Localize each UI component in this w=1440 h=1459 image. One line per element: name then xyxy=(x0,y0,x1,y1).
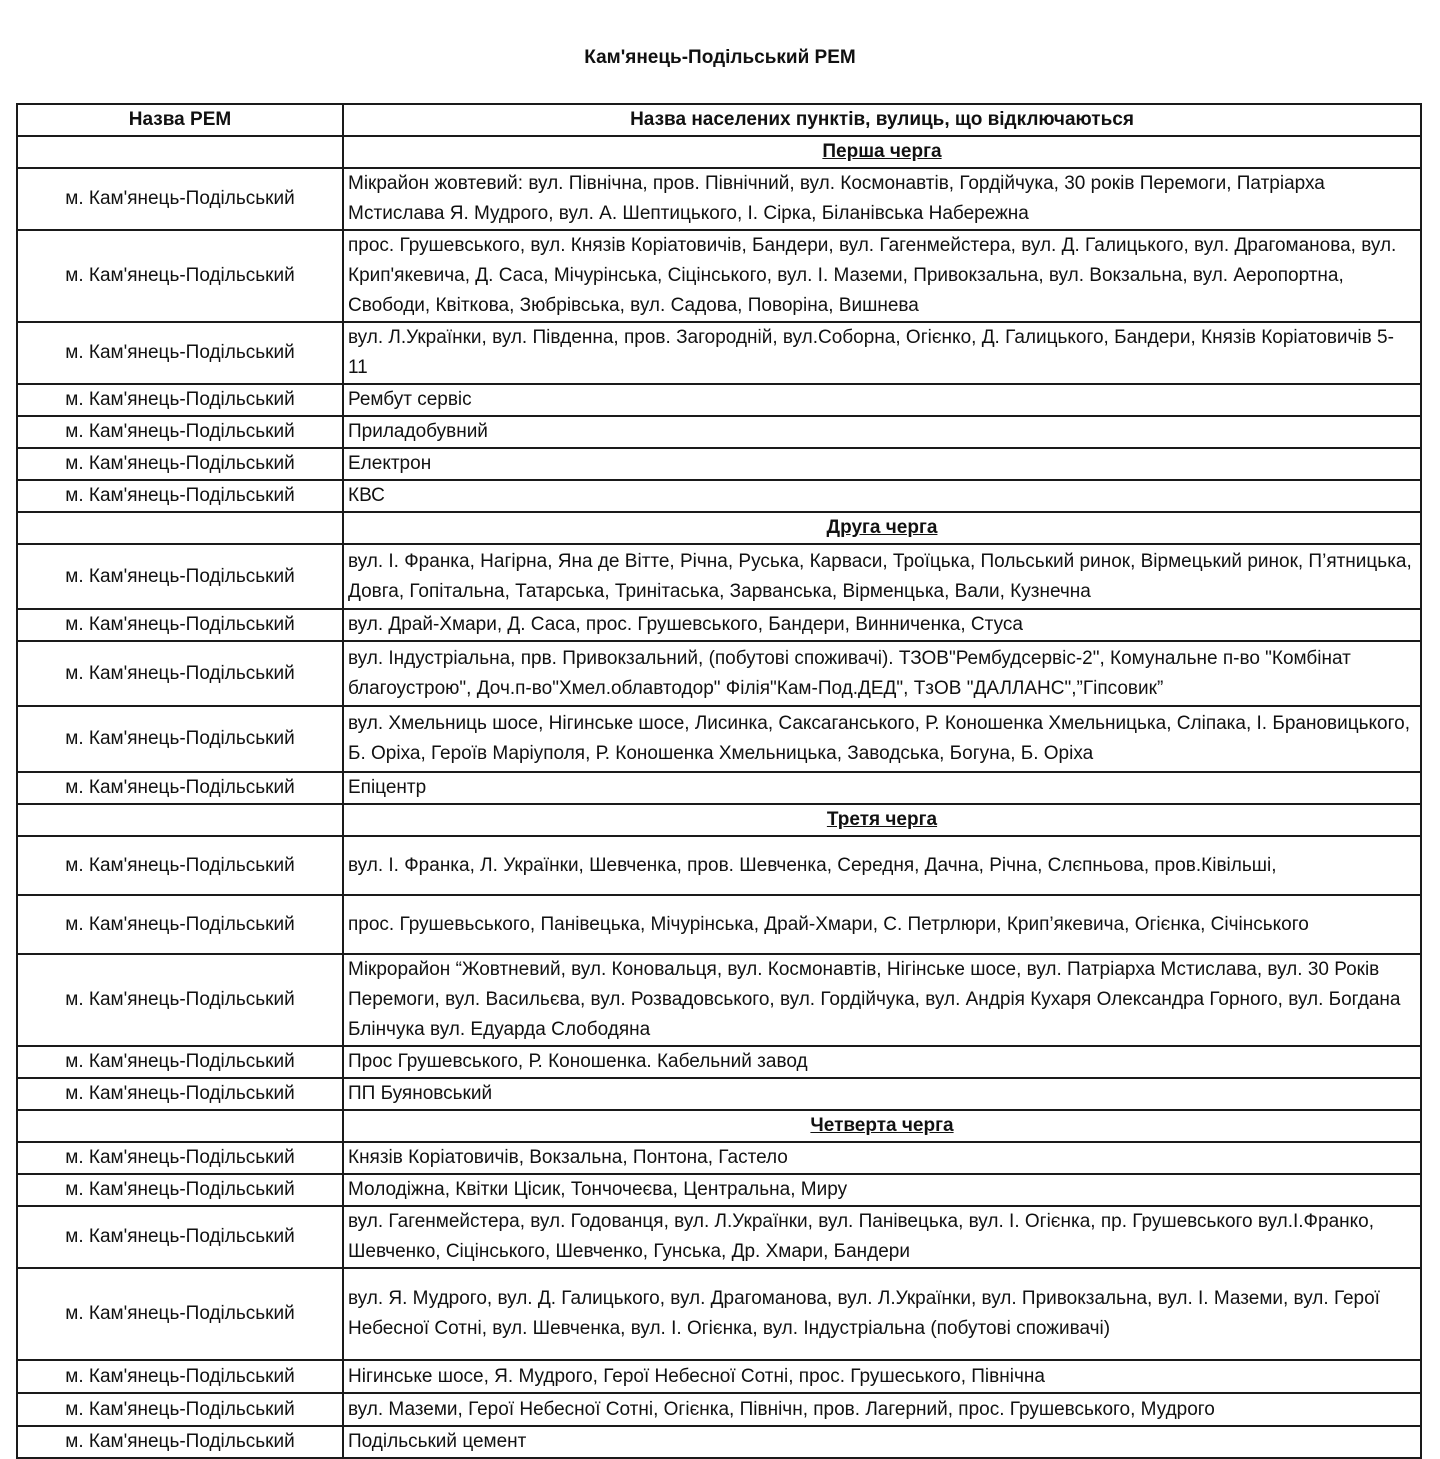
rem-name: м. Кам'янець-Подільський xyxy=(17,1046,343,1078)
streets-list: КВС xyxy=(343,480,1421,512)
table-row xyxy=(17,954,1421,1046)
streets-list: вул. Л.Українки, вул. Південна, пров. Загородній, вул.Соборна, Огієнко, Д. Галицького, Бандери, Князів Коріатовичів 5- 11 xyxy=(343,322,1421,384)
queue-label: Четверта черга xyxy=(343,1110,1421,1142)
streets-list: вул. Я. Мудрого, вул. Д. Галицького, вул. Драгоманова, вул. Л.Українки, вул. Привокзальна, вул. І. Маземи, вул. Герої Небесної Сотні, вул. Шевченка, вул. І. Огієнка, вул. Індустріальна (побутові споживачі) xyxy=(343,1268,1421,1360)
rem-name: м. Кам'янець-Подільський xyxy=(17,1078,343,1110)
streets-list: ПП Буяновський xyxy=(343,1078,1421,1110)
rem-name: м. Кам'янець-Подільський xyxy=(17,384,343,416)
rem-name: м. Кам'янець-Подільський xyxy=(17,1142,343,1174)
rem-name: м. Кам'янець-Подільський xyxy=(17,1268,343,1360)
queue-row xyxy=(17,1110,1421,1142)
rem-name: м. Кам'янець-Подільський xyxy=(17,954,343,1046)
table-row xyxy=(17,1268,1421,1360)
table-row xyxy=(17,1393,1421,1426)
streets-list: прос. Грушевського, вул. Князів Коріатовичів, Бандери, вул. Гагенмейстера, вул. Д. Галицького, вул. Драгоманова, вул. Крип'якевича, Д. Саса, Мічурінська, Сіцінського, вул. І. Маземи, Привокзальна, вул. Вокзальна, вул. Аеропортна, Свободи, Квіткова, Зюбрівська, вул. Садова, Поворіна, Вишнева xyxy=(343,230,1421,322)
rem-name: м. Кам'янець-Подільський xyxy=(17,448,343,480)
queue-row xyxy=(17,804,1421,836)
table-row xyxy=(17,168,1421,230)
rem-name: м. Кам'янець-Подільський xyxy=(17,706,343,772)
page-title: Кам'янець-Подільський РЕМ xyxy=(584,47,856,68)
streets-list: вул. І. Франка, Л. Українки, Шевченка, пров. Шевченка, Середня, Дачна, Річна, Слєпньова, пров.Ківільші, xyxy=(343,836,1421,895)
rem-name: м. Кам'янець-Подільський xyxy=(17,544,343,609)
rem-name: м. Кам'янець-Подільський xyxy=(17,1360,343,1393)
streets-list: Рембут сервіс xyxy=(343,384,1421,416)
streets-list: вул. Маземи, Герої Небесної Сотні, Огієнка, Північн, пров. Лагерний, прос. Грушевського, Мудрого xyxy=(343,1393,1421,1426)
table-row xyxy=(17,609,1421,641)
table-row xyxy=(17,322,1421,384)
table-row xyxy=(17,1078,1421,1110)
rem-name: м. Кам'янець-Подільський xyxy=(17,1174,343,1206)
rem-name: м. Кам'янець-Подільський xyxy=(17,416,343,448)
table-row xyxy=(17,384,1421,416)
streets-list: Електрон xyxy=(343,448,1421,480)
table-row xyxy=(17,1360,1421,1393)
rem-name: м. Кам'янець-Подільський xyxy=(17,1206,343,1268)
queue-label: Третя черга xyxy=(343,804,1421,836)
empty-cell xyxy=(17,1110,343,1142)
streets-list: Епіцентр xyxy=(343,772,1421,804)
rem-name: м. Кам'янець-Подільський xyxy=(17,480,343,512)
header-settlements: Назва населених пунктів, вулиць, що відключаються xyxy=(343,104,1421,136)
outage-schedule-table xyxy=(16,103,1422,1459)
rem-name: м. Кам'янець-Подільський xyxy=(17,1426,343,1458)
table-row xyxy=(17,1174,1421,1206)
queue-row xyxy=(17,136,1421,168)
table-header-row xyxy=(17,104,1421,136)
streets-list: Подільський цемент xyxy=(343,1426,1421,1458)
table-row xyxy=(17,895,1421,954)
rem-name: м. Кам'янець-Подільський xyxy=(17,836,343,895)
table-row xyxy=(17,448,1421,480)
table-row xyxy=(17,1046,1421,1078)
table-row xyxy=(17,1206,1421,1268)
table-row xyxy=(17,641,1421,706)
streets-list: Князів Коріатовичів, Вокзальна, Понтона, Гастело xyxy=(343,1142,1421,1174)
streets-list: вул. Індустріальна, прв. Привокзальний, (побутові споживачі). ТЗОВ"Рембудсервіс-2", Комунальне п-во "Комбінат благоустрою", Доч.п-во"Хмел.облавтодор" Філія"Кам-Под.ДЕД", ТзОВ "ДАЛЛАНС",”Гіпсовик” xyxy=(343,641,1421,706)
table-row xyxy=(17,836,1421,895)
rem-name: м. Кам'янець-Подільський xyxy=(17,1393,343,1426)
table-row xyxy=(17,1426,1421,1458)
rem-name: м. Кам'янець-Подільський xyxy=(17,322,343,384)
rem-name: м. Кам'янець-Подільський xyxy=(17,168,343,230)
empty-cell xyxy=(17,804,343,836)
streets-list: вул. І. Франка, Нагірна, Яна де Вітте, Річна, Руська, Карваси, Троїцька, Польський ринок, Вірмецький ринок, П’ятницька, Довга, Гопітальна, Татарська, Тринітаська, Зарванська, Вірменцька, Вали, Кузнечна xyxy=(343,544,1421,609)
rem-name: м. Кам'янець-Подільський xyxy=(17,230,343,322)
streets-list: Нігинське шосе, Я. Мудрого, Герої Небесної Сотні, прос. Грушеського, Північна xyxy=(343,1360,1421,1393)
queue-label: Друга черга xyxy=(343,512,1421,544)
streets-list: Мікрорайон “Жовтневий, вул. Коновальця, вул. Космонавтів, Нігінське шосе, вул. Патріарха Мстислава, вул. 30 Років Перемоги, вул. Васильєва, вул. Розвадовського, вул. Гордійчука, вул. Андрія Кухаря Олександра Горного, вул. Богдана Блінчука вул. Едуарда Слободяна xyxy=(343,954,1421,1046)
rem-name: м. Кам'янець-Подільський xyxy=(17,895,343,954)
rem-name: м. Кам'янець-Подільський xyxy=(17,641,343,706)
streets-list: вул. Драй-Хмари, Д. Саса, прос. Грушевського, Бандери, Винниченка, Стуса xyxy=(343,609,1421,641)
streets-list: вул. Гагенмейстера, вул. Годованця, вул. Л.Українки, вул. Панівецька, вул. І. Огієнка, пр. Грушевського вул.І.Франко, Шевченко, Сіцінського, Шевченко, Гунська, Др. Хмари, Бандери xyxy=(343,1206,1421,1268)
header-rem-name: Назва РЕМ xyxy=(17,104,343,136)
streets-list: Молодіжна, Квітки Цісик, Тончочеєва, Центральна, Миру xyxy=(343,1174,1421,1206)
empty-cell xyxy=(17,512,343,544)
table-row xyxy=(17,480,1421,512)
streets-list: прос. Грушевьського, Панівецька, Мічурінська, Драй-Хмари, С. Петрлюри, Крип’якевича, Огієнка, Січінського xyxy=(343,895,1421,954)
table-row xyxy=(17,1142,1421,1174)
rem-name: м. Кам'янець-Подільський xyxy=(17,772,343,804)
table-row xyxy=(17,230,1421,322)
streets-list: вул. Хмельниць шосе, Нігинське шосе, Лисинка, Саксаганського, Р. Коношенка Хмельницька, Сліпака, І. Брановицького, Б. Оріха, Героїв Маріуполя, Р. Коношенка Хмельницька, Заводська, Богуна, Б. Оріха xyxy=(343,706,1421,772)
queue-label: Перша черга xyxy=(343,136,1421,168)
streets-list: Прос Грушевського, Р. Коношенка. Кабельний завод xyxy=(343,1046,1421,1078)
table-row xyxy=(17,772,1421,804)
streets-list: Приладобувний xyxy=(343,416,1421,448)
queue-row xyxy=(17,512,1421,544)
streets-list: Мікрайон жовтевий: вул. Північна, пров. Північний, вул. Космонавтів, Гордійчука, 30 років Перемоги, Патріарха Мстислава Я. Мудрого, вул. А. Шептицького, І. Сірка, Біланівська Набережна xyxy=(343,168,1421,230)
table-row xyxy=(17,416,1421,448)
rem-name: м. Кам'янець-Подільський xyxy=(17,609,343,641)
table-row xyxy=(17,544,1421,609)
table-row xyxy=(17,706,1421,772)
empty-cell xyxy=(17,136,343,168)
